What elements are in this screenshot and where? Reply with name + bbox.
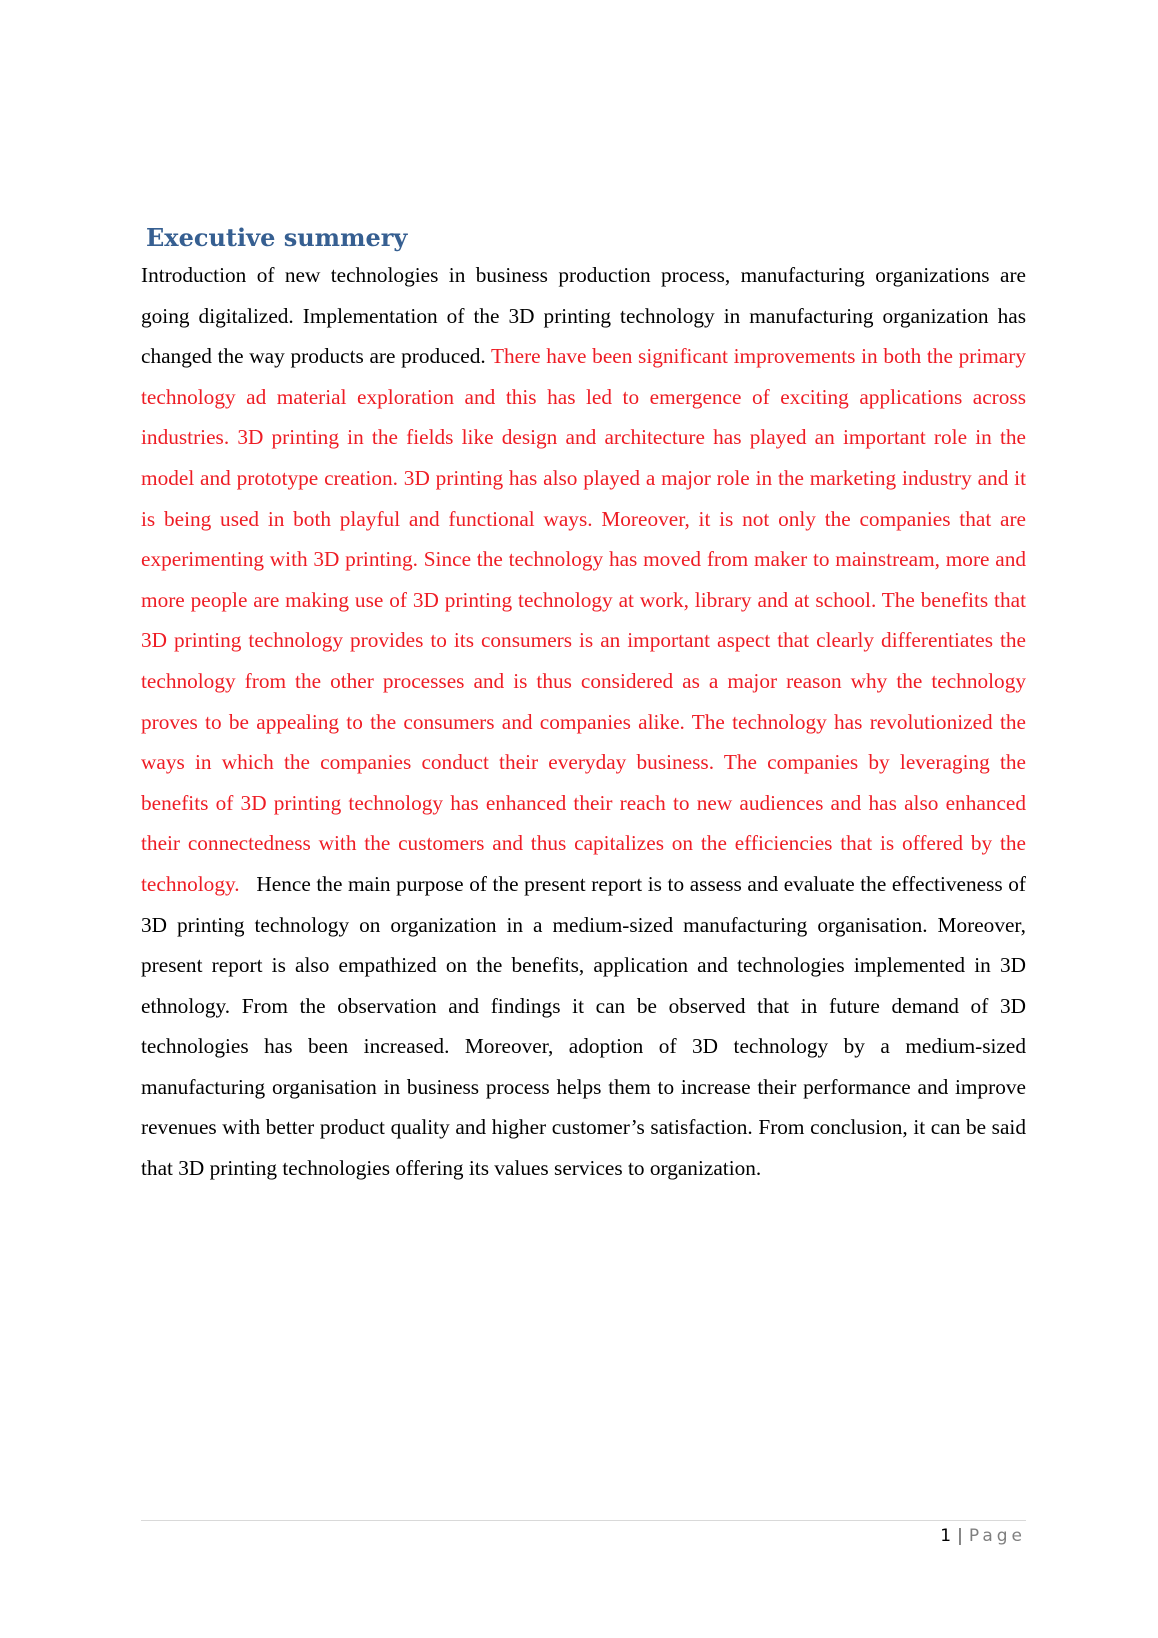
footer-separator: | bbox=[957, 1526, 963, 1546]
paragraph-highlighted-text: There have been significant improvements in both the primary technology ad material exploration and this has led to emergence of exciting applications across industries. 3D printing in the fields like design and architecture has played an important role in the model and prototype creation. 3D printing has also played a major role in the marketing industry and it is being used in both playful and functional ways. Moreover, it is not only the companies that are experimenting with 3D printing. Since the technology has moved from maker to mainstream, more and more people are making use of 3D printing technology at work, library and at school. The benefits that 3D printing technology provides to its consumers is an important aspect that clearly differentiates the technology from the other processes and is thus considered as a major reason why the technology proves to be appealing to the consumers and companies alike. The technology has revolutionized the ways in which the companies conduct their everyday business. The companies by leveraging the benefits of 3D printing technology has enhanced their reach to new audiences and has also enhanced their connectedness with the customers and thus capitalizes on the efficiencies that is offered by the technology. bbox=[141, 344, 1026, 896]
section-heading: Executive summery bbox=[146, 223, 408, 252]
page-footer bbox=[940, 1524, 1026, 1548]
page-number: 1 bbox=[940, 1526, 952, 1546]
paragraph-intro-text: Introduction of new technologies in business production process, manufacturing organizations are going digitalized. Implementation of the 3D printing technology in manufacturing organization has changed the way products are produced. bbox=[141, 263, 1026, 369]
paragraph-conclusion-text: Hence the main purpose of the present report is to assess and evaluate the effectiveness of 3D printing technology on organization in a medium-sized manufacturing organisation. Moreover, present report is also empathized on the benefits, application and technologies implemented in 3D ethnology. From the observation and findings it can be observed that in future demand of 3D technologies has been increased. Moreover, adoption of 3D technology by a medium-sized manufacturing organisation in business process helps them to increase their performance and improve revenues with better product quality and higher customer’s satisfaction. From conclusion, it can be said that 3D printing technologies offering its values services to organization. bbox=[141, 871, 1032, 1181]
footer-divider bbox=[141, 1520, 1026, 1521]
summary-paragraph bbox=[141, 255, 1032, 1189]
page-label: Page bbox=[968, 1526, 1026, 1546]
